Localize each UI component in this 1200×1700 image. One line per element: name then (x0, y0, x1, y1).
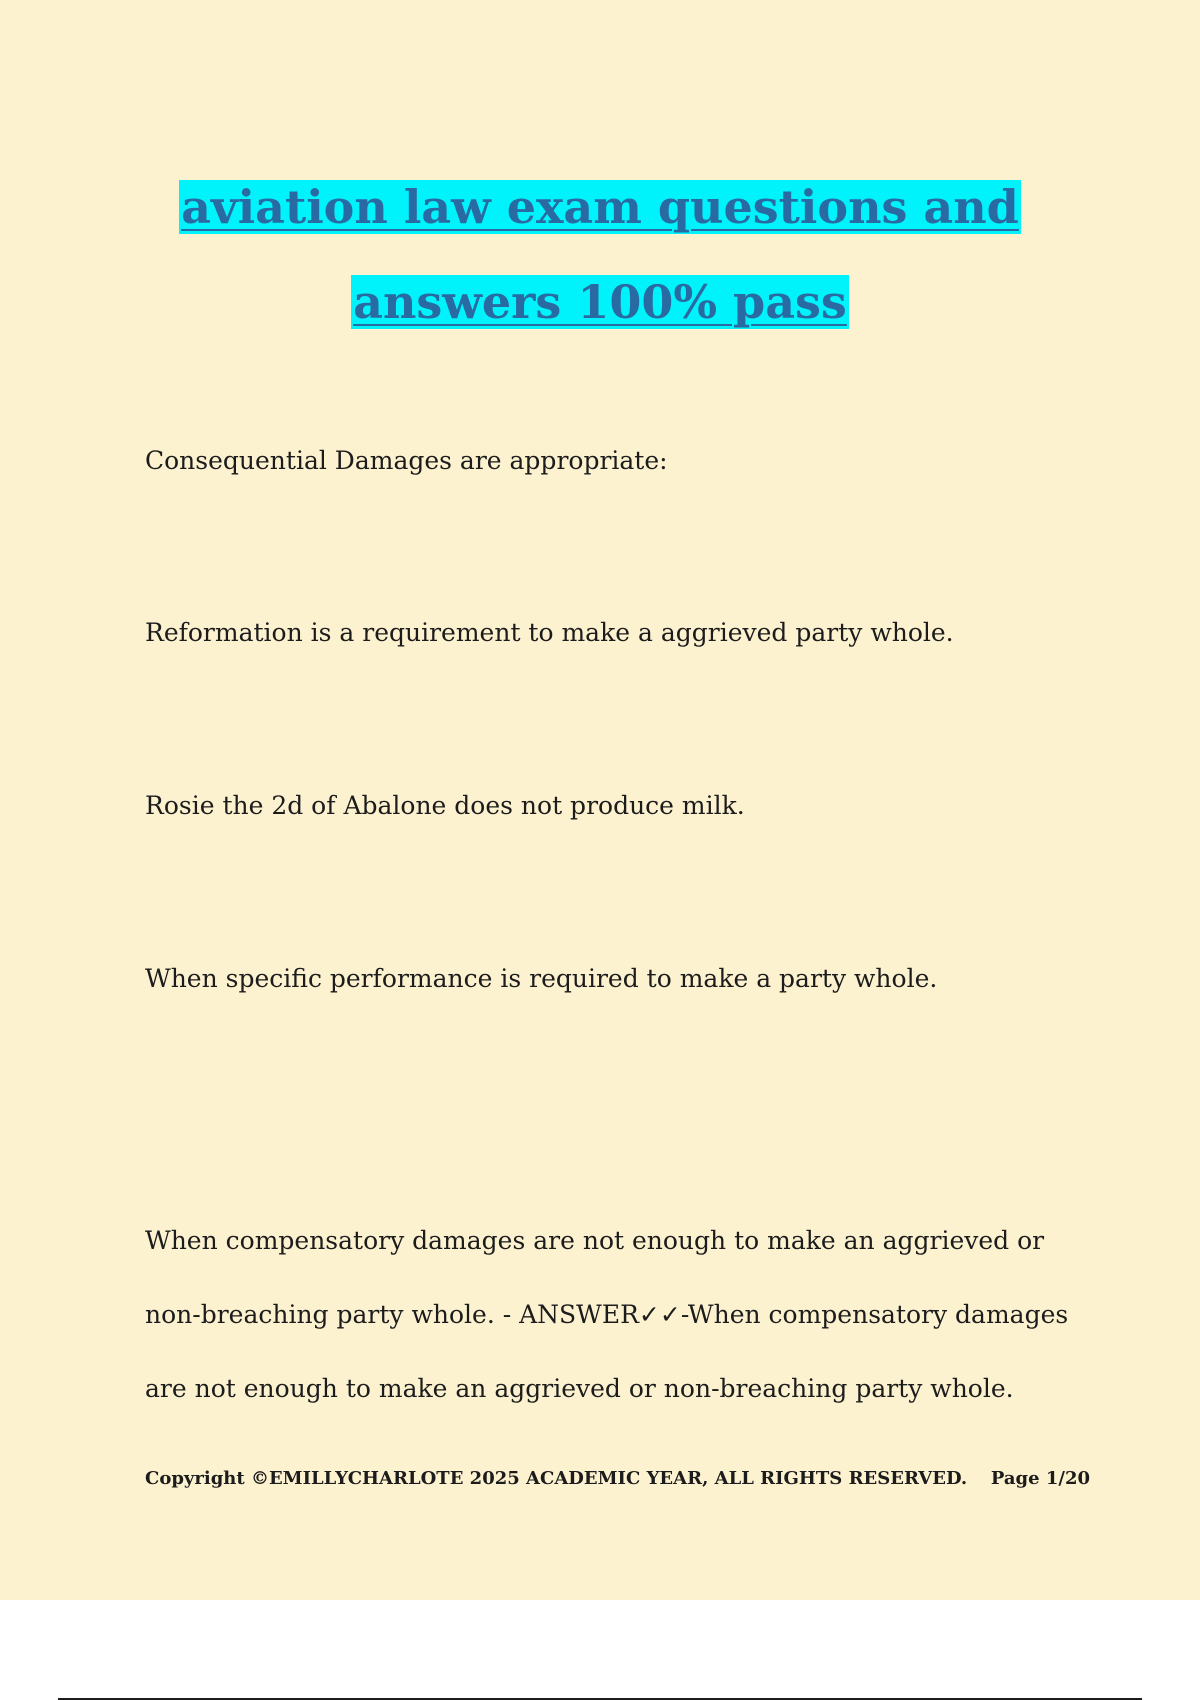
document-title (0, 160, 1200, 350)
option-c-text: When specific performance is required to make a party whole. (145, 964, 938, 993)
option-a-text: Reformation is a requirement to make a aggrieved party whole. (145, 618, 954, 647)
title-line-1: aviation law exam questions and (181, 180, 1019, 234)
page-number: Page 1/20 (990, 1468, 1090, 1489)
option-b-text: Rosie the 2d of Abalone does not produce milk. (145, 791, 745, 820)
title-line-2: answers 100% pass (353, 275, 847, 329)
option-d-answer-text: When compensatory damages are not enough to make an aggrieved or non-breaching party whole. - ANSWER✓✓-When compensatory damages are not enough to make an aggrieved or non-breaching party whole. (145, 1226, 1069, 1403)
question-text: Consequential Damages are appropriate: (145, 446, 668, 475)
copyright-notice: Copyright ©EMILLYCHARLOTE 2025 ACADEMIC YEAR, ALL RIGHTS RESERVED. (145, 1468, 968, 1489)
